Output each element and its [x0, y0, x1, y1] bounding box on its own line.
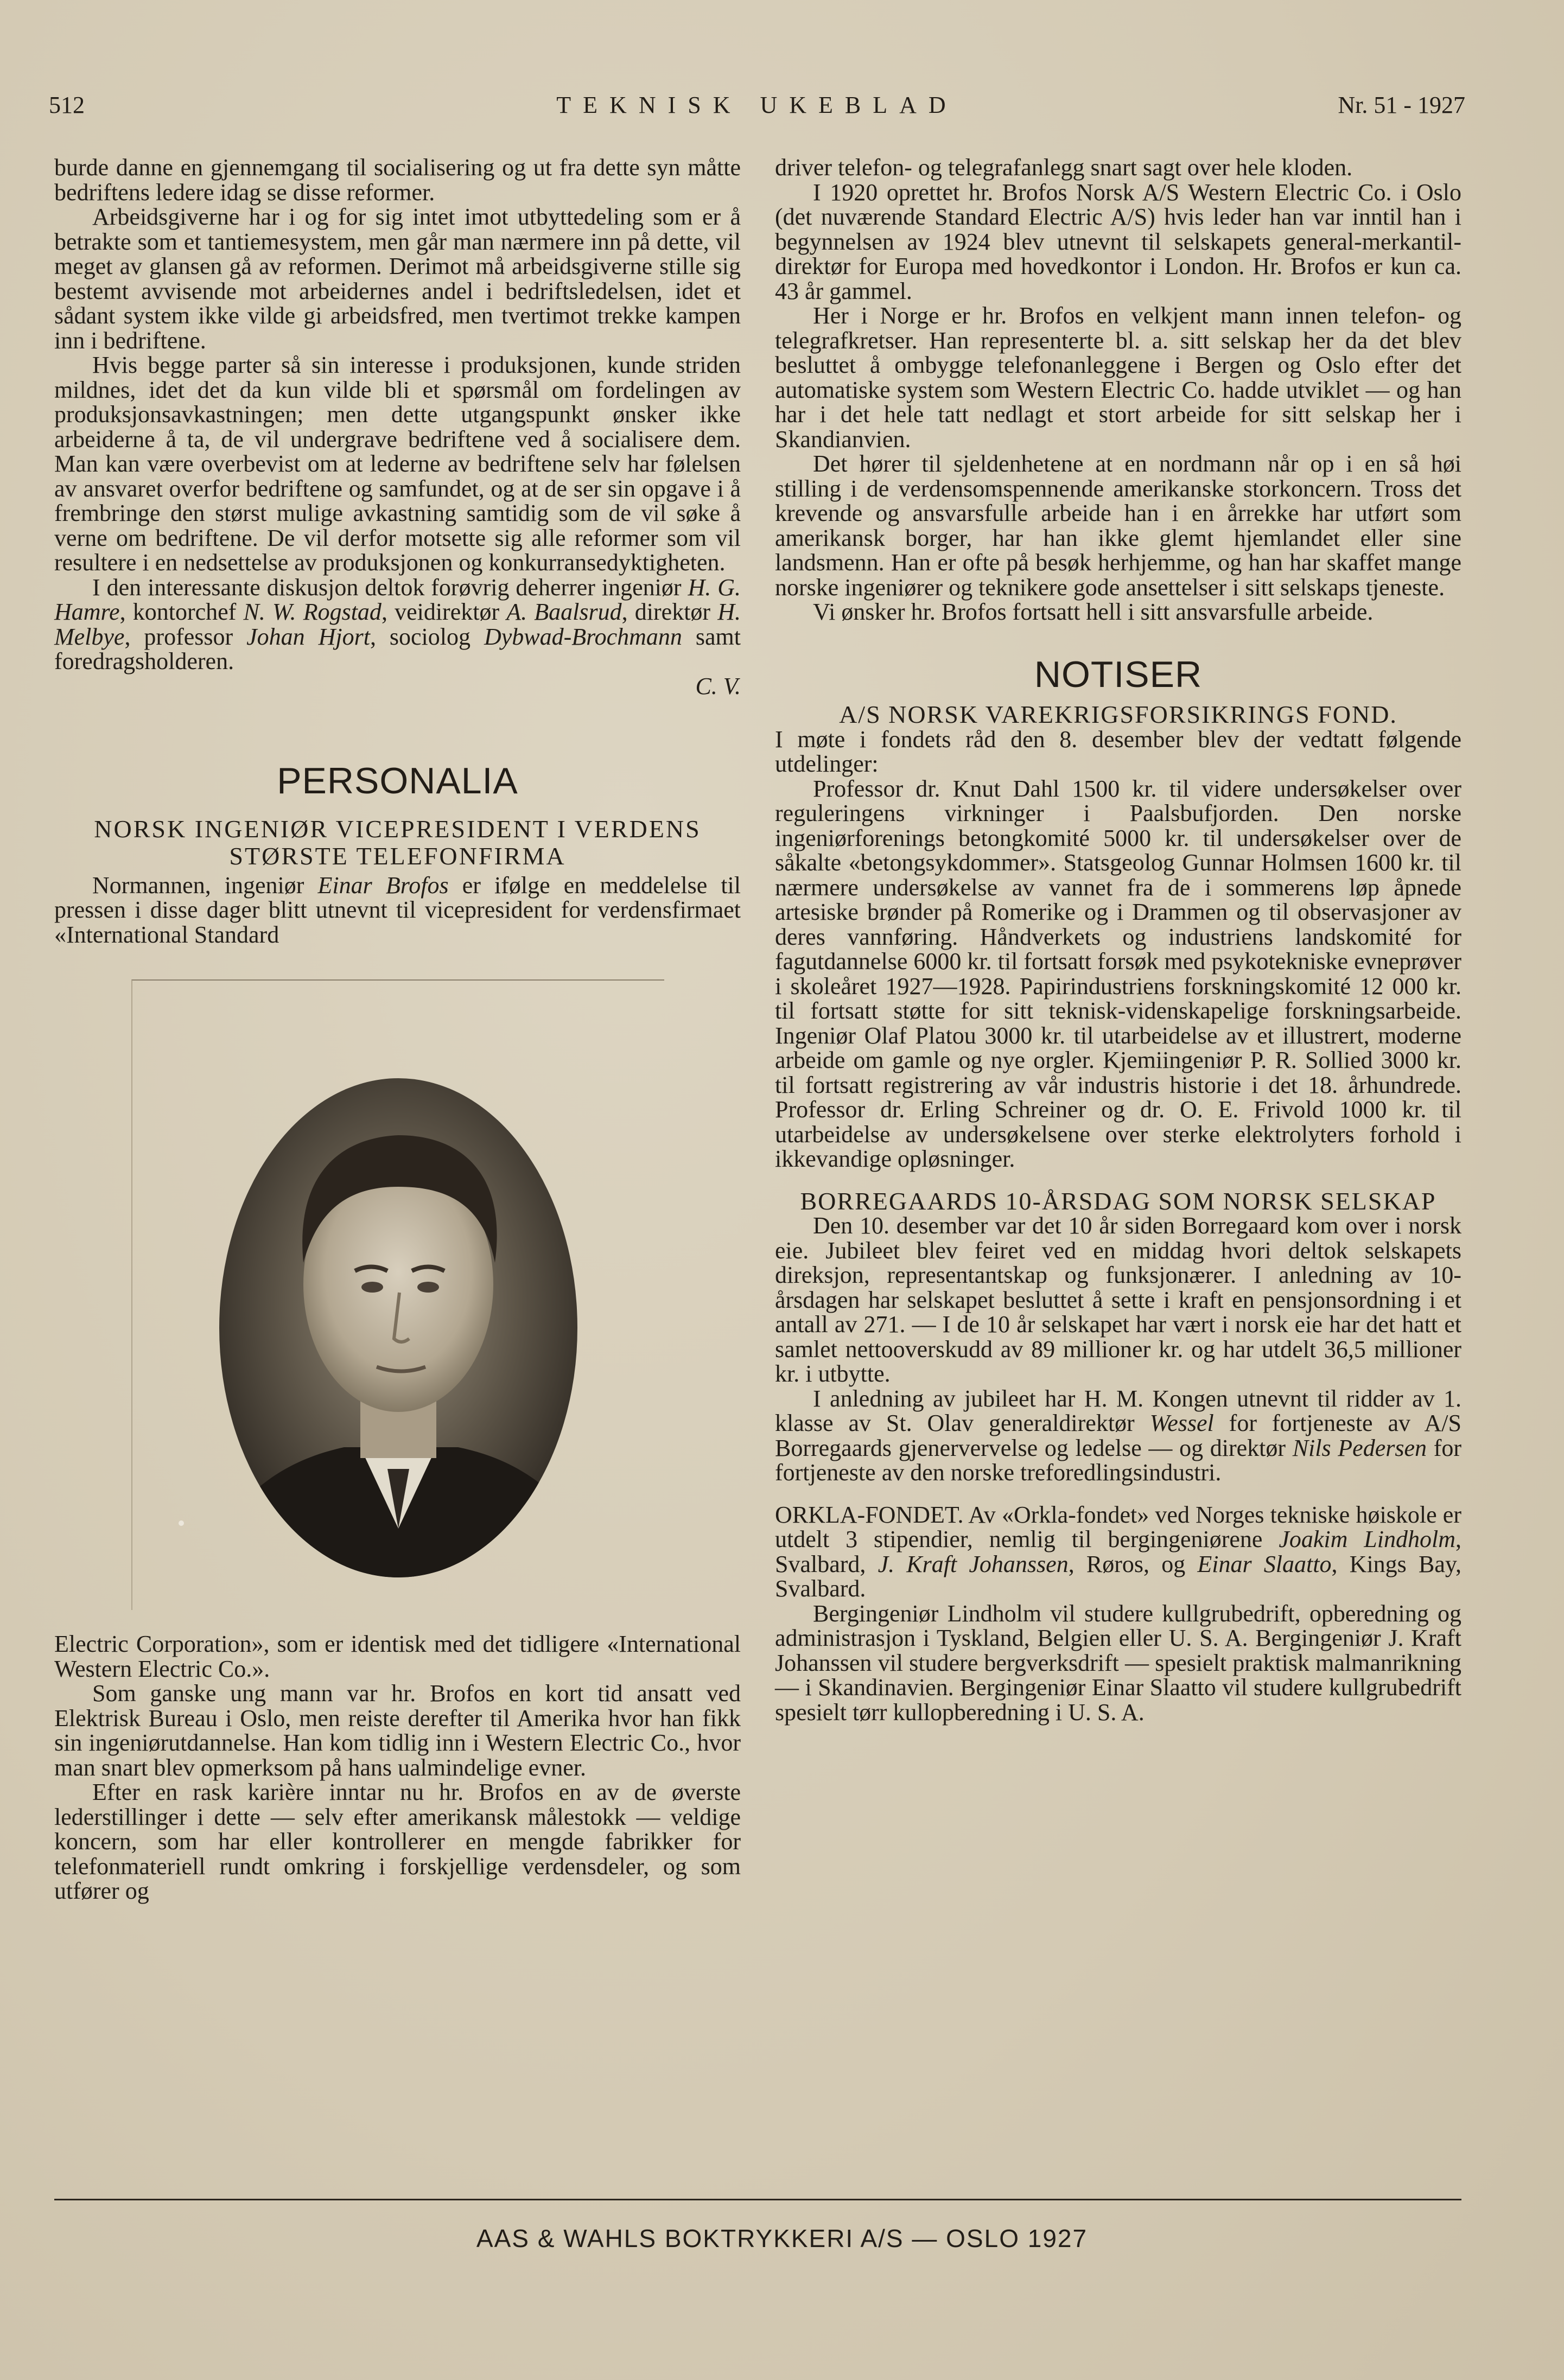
article-headline: NORSK INGENIØR VICEPRESIDENT I VERDENS STØRSTE TELEFONFIRMA — [94, 814, 701, 870]
paragraph: Efter en rask karière inntar nu hr. Brofos en av de øverste lederstillinger i dette — selv efter amerikansk målestokk — veldige koncern, som har eller kontrollerer en mengde fabrikker for telefonmateriell rundt omkring i forskjellige verdensdeler, og som utfører og — [54, 1779, 741, 1904]
paragraph: Hvis begge parter så sin interesse i produksjonen, kunde striden mildnes, idet det da kun vilde bli et spørsmål om fordelingen av produksjonsavkastningen; men dette utgangspunkt ønsker ikke arbeiderne å ta, de vil undergrave bedriftene ved å socialisere dem. Man kan være overbevist om at lederne av bedriftene selv har følelsen av ansvaret overfor bedriftene og samfundet, og at de ser sin opgave i å frembringe den størst mulige avkastning samtidig som de vil søke å verne om bedriftene. De vil derfor motsette sig alle reformer som vil resultere i en nedsettelse av produksjonen og konkurransedyktigheten. — [54, 352, 741, 576]
signature: C. V. — [695, 672, 741, 699]
issue-label: Nr. 51 - 1927 — [1338, 92, 1465, 118]
person-name: H. Melbye — [54, 599, 741, 650]
paragraph: I 1920 oprettet hr. Brofos Norsk A/S Western Electric Co. i Oslo (det nuværende Standard Electric A/S) hvis leder han var inntil han i begynnelsen av 1924 blev utnevnt til selskapets general-merkantil-direktør for Europa med hovedkontor i London. Hr. Brofos er kun ca. 43 år gammel. — [775, 179, 1461, 304]
printer-footer: AAS & WAHLS BOKTRYKKERI A/S — OSLO 1927 — [476, 2224, 1088, 2252]
paragraph: I anledning av jubileet har H. M. Kongen utnevnt til ridder av 1. klasse av St. Olav generaldirektør Wessel for fortjeneste av A/S Borregaards gjenervervelse og ledelse — og direktør Nils Pedersen for fortjeneste av den norske treforedlingsindustri. — [775, 1385, 1461, 1486]
section-title-notiser: NOTISER — [1034, 653, 1203, 695]
paragraph: driver telefon- og telegrafanlegg snart sagt over hele kloden. — [775, 154, 1353, 181]
portrait-photo — [132, 981, 664, 1610]
person-name: N. W. Rogstad — [243, 599, 382, 625]
footer-rule — [54, 2199, 1461, 2200]
person-name: Johan Hjort — [246, 623, 370, 650]
paragraph: Den 10. desember var det 10 år siden Borregaard kom over i norsk eie. Jubileet blev feiret ved en middag hvori deltok selskapets direksjon, representantskap og funksjonærer. I anledning av 10-årsdagen har selskapet besluttet å sette i kraft en pensjonsordning i et antall av 271. — I de 10 år selskapet har vært i norsk eie har det hatt et samlet nettooverskudd av 89 millioner kr. og har utdelt 36,5 millioner kr. i utbytte. — [775, 1212, 1461, 1387]
person-name: Dybwad-Brochmann — [484, 623, 682, 650]
portrait-photo-frame — [131, 979, 664, 1610]
paragraph: Vi ønsker hr. Brofos fortsatt hell i sitt ansvarsfulle arbeide. — [813, 599, 1374, 625]
person-name: Joakim Lindholm — [1279, 1526, 1455, 1552]
person-name: Nils Pedersen — [1292, 1434, 1427, 1461]
paragraph: I den interessante diskusjon deltok forøvrig deherrer ingeniør H. G. Hamre, kontorchef N. W. Rogstad, veidirektør A. Baalsrud, direktør H. Melbye, professor Johan Hjort, sociolog Dybwad-Brochmann samt foredragsholderen. — [54, 574, 741, 674]
section-title-personalia: PERSONALIA — [277, 760, 518, 801]
paragraph: Her i Norge er hr. Brofos en velkjent mann innen telefon- og telegrafkretser. Han representerte bl. a. sitt selskap her da det blev besluttet å ombygge telefonanleggene i Bergen og Oslo efter det automatiske system som Western Electric Co. hadde utviklet — og han har i det hele tatt nedlagt et stort arbeide for sitt selskap her i Skandianvien. — [775, 302, 1461, 453]
paragraph: Arbeidsgiverne har i og for sig intet imot utbyttedeling som er å betrakte som et tantiemesystem, men går man nærmere inn på dette, vil meget av glansen gå av reformen. Derimot må arbeidsgiverne stille sig bestemt avvisende mot arbeidernes andel i bedriftsledelsen, idet et sådant system ikke vilde gi arbeidsfred, men tvertimot trekke kampen inn i bedriftene. — [54, 203, 741, 354]
right-column — [775, 155, 1461, 1724]
person-name: Wessel — [1149, 1410, 1214, 1436]
paragraph: I møte i fondets råd den 8. desember blev der vedtatt følgende utdelinger: — [775, 726, 1461, 777]
magazine-title: TEKNISK UKEBLAD — [556, 92, 958, 118]
notice-headline: A/S NORSK VAREKRIGSFORSIKRINGS FOND. — [839, 701, 1397, 728]
page-header — [49, 91, 1465, 124]
paragraph: Det hører til sjeldenhetene at en nordmann når op i en så høi stilling i de verdensomspennende amerikanske storkoncern. Tross det krevende og ansvarsfulle arbeide han i en årrekke har utført som amerikansk borger, har han ikke glemt hjemlandet eller sine landsmenn. Han er ofte på besøk herhjemme, og han har skaffet mange norske ingeniører og teknikere gode ansettelser i sitt selskaps tjeneste. — [775, 450, 1461, 601]
paragraph: Bergingeniør Lindholm vil studere kullgrubedrift, opberedning og administrasjon i Tyskland, Belgien eller U. S. A. Bergingeniør J. Kraft Johanssen vil studere bergverksdrift — spesielt praktisk malmanrikning — i Skandinavien. Bergingeniør Einar Slaatto vil studere kullgrubedrift spesielt tørr kullopberedning i U. S. A. — [775, 1600, 1461, 1726]
person-name: Einar Brofos — [317, 871, 449, 899]
paragraph: burde danne en gjennemgang til socialisering og ut fra dette syn måtte bedriftens ledere idag se disse reformer. — [54, 154, 741, 206]
page-number: 512 — [49, 92, 85, 118]
notice-headline: BORREGAARDS 10-ÅRSDAG SOM NORSK SELSKAP — [800, 1187, 1436, 1215]
paragraph: Som ganske ung mann var hr. Brofos en kort tid ansatt ved Elektrisk Bureau i Oslo, men reiste derefter til Amerika hvor han fikk sin ingeniørutdannelse. Han kom tidlig inn i Western Electric Co., hvor man snart blev opmerksom på hans ualmindelige evner. — [54, 1680, 741, 1781]
person-name: J. Kraft Johanssen — [878, 1550, 1069, 1577]
paragraph: Professor dr. Knut Dahl 1500 kr. til videre undersøkelser over reguleringens virkninger i Paalsbufjorden. Den norske ingeniørforenings betongkomité 5000 kr. til undersøkelser over de såkalte «betongsykdommer». Statsgeolog Gunnar Holmsen 1600 kr. til nærmere undersøkelse av vannet fra de i sommerens løp åpnede artesiske brønder på Romerike og i Drammen og til observasjoner av deres vannføring. Håndverkets og industriens landskomité for fagutdannelse 6000 kr. til fortsatt forsøk med psykotekniske evneprøver i skoleåret 1927—1928. Papirindustriens forskningskomité 12 000 kr. til fortsatt støtte for sitt teknisk-videnskapelige forskningsarbeide. Ingeniør Olaf Platou 3000 kr. til utarbeidelse av et illustrert, moderne arbeide om gamle og nye orgler. Kjemiingeniør P. R. Sollied 3000 kr. til fortsatt registrering av vår industris historie i det 18. århundrede. Professor dr. Erling Schreiner og dr. O. E. Frivold 1000 kr. til utarbeidelse av undersøkelsene over sterke elektrolyters forhold i ikkevandige opløsninger. — [775, 775, 1461, 1172]
paragraph: ORKLA-FONDET. Av «Orkla-fondet» ved Norges tekniske høiskole er utdelt 3 stipendier, nemlig til bergingeniørene Joakim Lindholm, Svalbard, J. Kraft Johanssen, Røros, og Einar Slaatto, Kings Bay, Svalbard. — [775, 1501, 1461, 1602]
left-column — [54, 155, 741, 1904]
paragraph: Electric Corporation», som er identisk med det tidligere «International Western Electric Co.». — [54, 1631, 741, 1682]
person-name: Einar Slaatto — [1197, 1550, 1332, 1577]
paragraph: Normannen, ingeniør Einar Brofos er ifølge en meddelelse til pressen i disse dager blitt utnevnt til vicepresident for verdensfirmaet «International Standard — [54, 871, 741, 948]
person-name: A. Baalsrud — [506, 599, 622, 625]
person-name: H. G. Hamre — [54, 574, 741, 625]
